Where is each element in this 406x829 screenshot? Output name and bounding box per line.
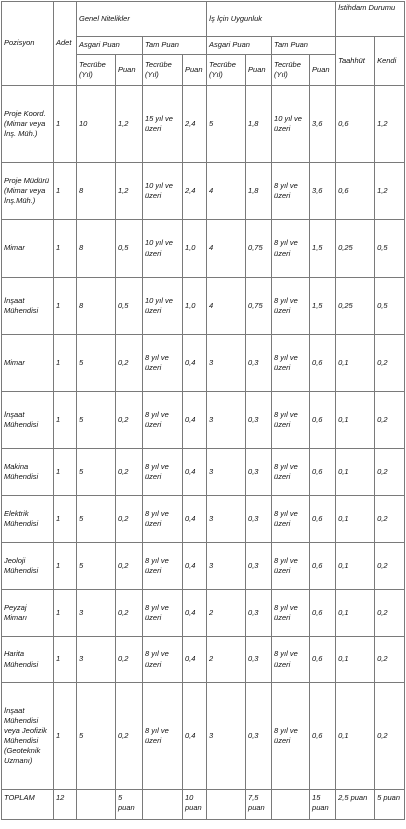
header-is-icin-uygunluk: İş İçin Uygunluk [207, 2, 336, 37]
cell-taahhut: 0,1 [336, 637, 375, 683]
cell-iu-asgari-puan: 1,8 [246, 86, 272, 163]
cell-adet: 1 [54, 278, 77, 335]
cell-iu-asgari-tecrube: 3 [207, 496, 246, 543]
cell-gn-tam-tecrube: 10 yıl ve üzeri [143, 220, 183, 278]
cell-iu-tam-puan: 0,6 [310, 496, 336, 543]
cell-gn-tam-puan: 0,4 [183, 590, 207, 637]
cell-kendi: 1,2 [375, 163, 405, 220]
cell-pozisyon: Proje Müdürü (Mimar veya İnş.Müh.) [2, 163, 54, 220]
header-iu-tam-puan: Tam Puan [272, 37, 336, 55]
cell-gn-asgari-tecrube: 5 [77, 543, 116, 590]
header-taahhut: Taahhüt [336, 37, 375, 86]
header-row-1 [2, 2, 405, 37]
cell-iu-asgari-tecrube: 5 [207, 86, 246, 163]
table-row [2, 637, 405, 683]
cell-gn-asgari-puan: 0,5 [116, 278, 143, 335]
cell-taahhut: 0,6 [336, 163, 375, 220]
table-row [2, 683, 405, 790]
cell-iu-asgari-puan: 0,75 [246, 220, 272, 278]
cell-gn-tam-puan: 1,0 [183, 220, 207, 278]
header-pozisyon: Pozisyon [2, 2, 54, 86]
cell-iu-asgari-tecrube: 4 [207, 220, 246, 278]
cell-kendi: 0,2 [375, 496, 405, 543]
cell-iu-tam-tecrube: 8 yıl ve üzeri [272, 163, 310, 220]
header-gn-asgari-puan-col: Puan [116, 55, 143, 86]
header-kendi: Kendi [375, 37, 405, 86]
cell-iu-tam-tecrube: 8 yıl ve üzeri [272, 496, 310, 543]
cell-kendi: 0,5 [375, 278, 405, 335]
cell-kendi: 0,2 [375, 543, 405, 590]
cell-taahhut: 0,1 [336, 683, 375, 790]
cell-adet: 1 [54, 335, 77, 392]
cell-iu-tam-tecrube: 8 yıl ve üzeri [272, 590, 310, 637]
cell-iu-asgari-puan: 0,75 [246, 278, 272, 335]
header-genel-nitelikler: Genel Nitelikler [77, 2, 207, 37]
cell-iu-tam-tecrube: 8 yıl ve üzeri [272, 335, 310, 392]
header-gn-tam-puan-col: Puan [183, 55, 207, 86]
cell-gn-tam-puan: 2,4 [183, 86, 207, 163]
cell-kendi: 0,2 [375, 590, 405, 637]
cell-gn-tam-tecrube: 8 yıl ve üzeri [143, 543, 183, 590]
table-row [2, 335, 405, 392]
cell-gn-asgari-puan: 0,5 [116, 220, 143, 278]
cell-iu-tam-tecrube: 8 yıl ve üzeri [272, 543, 310, 590]
cell-taahhut: 0,1 [336, 449, 375, 496]
cell-gn-asgari-puan: 0,2 [116, 683, 143, 790]
cell-taahhut: 0,6 [336, 86, 375, 163]
cell-iu-asgari-puan: 0,3 [246, 335, 272, 392]
cell-taahhut: 0,25 [336, 278, 375, 335]
cell-pozisyon: Proje Koord. (Mimar veya İnş. Müh.) [2, 86, 54, 163]
cell-gn-tam-puan: 0,4 [183, 637, 207, 683]
total-empty-cell [272, 790, 310, 820]
header-iu-tam-puan-col: Puan [310, 55, 336, 86]
cell-adet: 1 [54, 683, 77, 790]
table-row [2, 590, 405, 637]
cell-gn-tam-puan: 1,0 [183, 278, 207, 335]
cell-gn-asgari-puan: 0,2 [116, 335, 143, 392]
total-kendi: 5 puan [375, 790, 405, 820]
cell-iu-tam-puan: 0,6 [310, 335, 336, 392]
table-row [2, 220, 405, 278]
cell-gn-tam-tecrube: 8 yıl ve üzeri [143, 637, 183, 683]
cell-gn-tam-tecrube: 8 yıl ve üzeri [143, 392, 183, 449]
cell-iu-asgari-puan: 0,3 [246, 637, 272, 683]
cell-taahhut: 0,25 [336, 220, 375, 278]
header-gn-asgari-tecrube: Tecrübe (Yıl) [77, 55, 116, 86]
table-row [2, 543, 405, 590]
cell-adet: 1 [54, 496, 77, 543]
cell-iu-tam-puan: 0,6 [310, 449, 336, 496]
cell-gn-tam-puan: 0,4 [183, 543, 207, 590]
cell-gn-tam-tecrube: 8 yıl ve üzeri [143, 590, 183, 637]
cell-gn-tam-puan: 2,4 [183, 163, 207, 220]
cell-iu-tam-tecrube: 8 yıl ve üzeri [272, 449, 310, 496]
cell-gn-tam-tecrube: 10 yıl ve üzeri [143, 163, 183, 220]
cell-gn-tam-tecrube: 8 yıl ve üzeri [143, 449, 183, 496]
total-label: TOPLAM [2, 790, 54, 820]
cell-adet: 1 [54, 220, 77, 278]
cell-gn-tam-tecrube: 8 yıl ve üzeri [143, 335, 183, 392]
cell-taahhut: 0,1 [336, 543, 375, 590]
cell-gn-asgari-tecrube: 3 [77, 637, 116, 683]
total-iu-asgari-puan: 7,5 puan [246, 790, 272, 820]
cell-kendi: 0,2 [375, 637, 405, 683]
cell-kendi: 1,2 [375, 86, 405, 163]
cell-adet: 1 [54, 392, 77, 449]
cell-iu-tam-puan: 0,6 [310, 543, 336, 590]
cell-iu-tam-tecrube: 8 yıl ve üzeri [272, 392, 310, 449]
total-empty-cell [143, 790, 183, 820]
cell-taahhut: 0,1 [336, 496, 375, 543]
cell-iu-asgari-tecrube: 3 [207, 392, 246, 449]
cell-pozisyon: Jeoloji Mühendisi [2, 543, 54, 590]
header-iu-asgari-puan-col: Puan [246, 55, 272, 86]
cell-iu-tam-tecrube: 8 yıl ve üzeri [272, 683, 310, 790]
table-row [2, 496, 405, 543]
cell-gn-asgari-tecrube: 5 [77, 496, 116, 543]
table-row [2, 163, 405, 220]
header-gn-asgari-puan: Asgari Puan [77, 37, 143, 55]
cell-gn-tam-tecrube: 10 yıl ve üzeri [143, 278, 183, 335]
cell-pozisyon: İnşaat Mühendisi [2, 392, 54, 449]
header-iu-tam-tecrube: Tecrübe (Yıl) [272, 55, 310, 86]
cell-gn-asgari-tecrube: 10 [77, 86, 116, 163]
cell-taahhut: 0,1 [336, 335, 375, 392]
cell-iu-asgari-puan: 0,3 [246, 496, 272, 543]
cell-iu-asgari-puan: 0,3 [246, 543, 272, 590]
cell-gn-asgari-tecrube: 5 [77, 335, 116, 392]
cell-gn-asgari-puan: 0,2 [116, 590, 143, 637]
cell-iu-tam-puan: 3,6 [310, 163, 336, 220]
cell-iu-tam-puan: 0,6 [310, 637, 336, 683]
cell-gn-asgari-tecrube: 8 [77, 220, 116, 278]
cell-iu-asgari-tecrube: 3 [207, 683, 246, 790]
cell-taahhut: 0,1 [336, 590, 375, 637]
cell-kendi: 0,2 [375, 392, 405, 449]
total-empty-cell [77, 790, 116, 820]
total-row [2, 790, 405, 820]
cell-gn-asgari-puan: 1,2 [116, 163, 143, 220]
cell-gn-asgari-tecrube: 8 [77, 278, 116, 335]
cell-iu-asgari-tecrube: 2 [207, 637, 246, 683]
cell-gn-asgari-tecrube: 8 [77, 163, 116, 220]
total-gn-asgari-puan: 5 puan [116, 790, 143, 820]
cell-iu-asgari-puan: 0,3 [246, 683, 272, 790]
cell-kendi: 0,2 [375, 335, 405, 392]
cell-gn-asgari-tecrube: 3 [77, 590, 116, 637]
cell-adet: 1 [54, 543, 77, 590]
cell-iu-tam-tecrube: 8 yıl ve üzeri [272, 637, 310, 683]
cell-iu-asgari-tecrube: 3 [207, 449, 246, 496]
cell-iu-asgari-puan: 1,8 [246, 163, 272, 220]
cell-gn-asgari-tecrube: 5 [77, 392, 116, 449]
cell-iu-tam-tecrube: 8 yıl ve üzeri [272, 278, 310, 335]
header-istihdam-durumu: İstihdam Durumu [336, 2, 405, 37]
header-adet: Adet [54, 2, 77, 86]
cell-iu-asgari-tecrube: 4 [207, 163, 246, 220]
cell-adet: 1 [54, 449, 77, 496]
cell-iu-tam-puan: 3,6 [310, 86, 336, 163]
header-iu-asgari-puan: Asgari Puan [207, 37, 272, 55]
cell-iu-asgari-puan: 0,3 [246, 590, 272, 637]
cell-kendi: 0,5 [375, 220, 405, 278]
cell-pozisyon: Mimar [2, 220, 54, 278]
cell-iu-asgari-puan: 0,3 [246, 449, 272, 496]
cell-pozisyon: İnşaat Mühendisi [2, 278, 54, 335]
cell-gn-asgari-puan: 0,2 [116, 543, 143, 590]
total-iu-tam-puan: 15 puan [310, 790, 336, 820]
cell-adet: 1 [54, 590, 77, 637]
cell-kendi: 0,2 [375, 449, 405, 496]
cell-iu-tam-tecrube: 8 yıl ve üzeri [272, 220, 310, 278]
cell-iu-asgari-tecrube: 3 [207, 335, 246, 392]
cell-gn-asgari-puan: 0,2 [116, 637, 143, 683]
cell-pozisyon: Mimar [2, 335, 54, 392]
total-empty-cell [207, 790, 246, 820]
cell-gn-tam-puan: 0,4 [183, 683, 207, 790]
cell-iu-tam-puan: 1,5 [310, 278, 336, 335]
cell-pozisyon: Peyzaj Mimarı [2, 590, 54, 637]
cell-gn-tam-puan: 0,4 [183, 449, 207, 496]
personnel-scoring-table [1, 1, 405, 820]
cell-iu-tam-puan: 0,6 [310, 683, 336, 790]
cell-iu-tam-puan: 1,5 [310, 220, 336, 278]
cell-iu-tam-tecrube: 10 yıl ve üzeri [272, 86, 310, 163]
cell-gn-asgari-puan: 1,2 [116, 86, 143, 163]
table-row [2, 392, 405, 449]
cell-gn-tam-puan: 0,4 [183, 496, 207, 543]
cell-gn-tam-tecrube: 8 yıl ve üzeri [143, 683, 183, 790]
header-gn-tam-puan: Tam Puan [143, 37, 207, 55]
cell-pozisyon: İnşaat Mühendisi veya Jeofizik Mühendisi (Geoteknik Uzmanı) [2, 683, 54, 790]
cell-gn-tam-tecrube: 15 yıl ve üzeri [143, 86, 183, 163]
cell-gn-tam-tecrube: 8 yıl ve üzeri [143, 496, 183, 543]
total-gn-tam-puan: 10 puan [183, 790, 207, 820]
table-row [2, 449, 405, 496]
header-gn-tam-tecrube: Tecrübe (Yıl) [143, 55, 183, 86]
cell-gn-tam-puan: 0,4 [183, 335, 207, 392]
cell-adet: 1 [54, 86, 77, 163]
cell-iu-asgari-tecrube: 3 [207, 543, 246, 590]
cell-taahhut: 0,1 [336, 392, 375, 449]
total-taahhut: 2,5 puan [336, 790, 375, 820]
total-adet: 12 [54, 790, 77, 820]
cell-kendi: 0,2 [375, 683, 405, 790]
cell-pozisyon: Makina Mühendisi [2, 449, 54, 496]
cell-adet: 1 [54, 163, 77, 220]
cell-iu-asgari-tecrube: 4 [207, 278, 246, 335]
cell-gn-asgari-puan: 0,2 [116, 449, 143, 496]
header-iu-asgari-tecrube: Tecrübe (Yıl) [207, 55, 246, 86]
cell-gn-asgari-tecrube: 5 [77, 449, 116, 496]
cell-adet: 1 [54, 637, 77, 683]
cell-iu-asgari-tecrube: 2 [207, 590, 246, 637]
table-row [2, 86, 405, 163]
cell-iu-tam-puan: 0,6 [310, 392, 336, 449]
cell-iu-asgari-puan: 0,3 [246, 392, 272, 449]
cell-gn-asgari-tecrube: 5 [77, 683, 116, 790]
cell-pozisyon: Harita Mühendisi [2, 637, 54, 683]
cell-iu-tam-puan: 0,6 [310, 590, 336, 637]
cell-gn-asgari-puan: 0,2 [116, 496, 143, 543]
cell-pozisyon: Elektrik Mühendisi [2, 496, 54, 543]
table-row [2, 278, 405, 335]
cell-gn-asgari-puan: 0,2 [116, 392, 143, 449]
cell-gn-tam-puan: 0,4 [183, 392, 207, 449]
